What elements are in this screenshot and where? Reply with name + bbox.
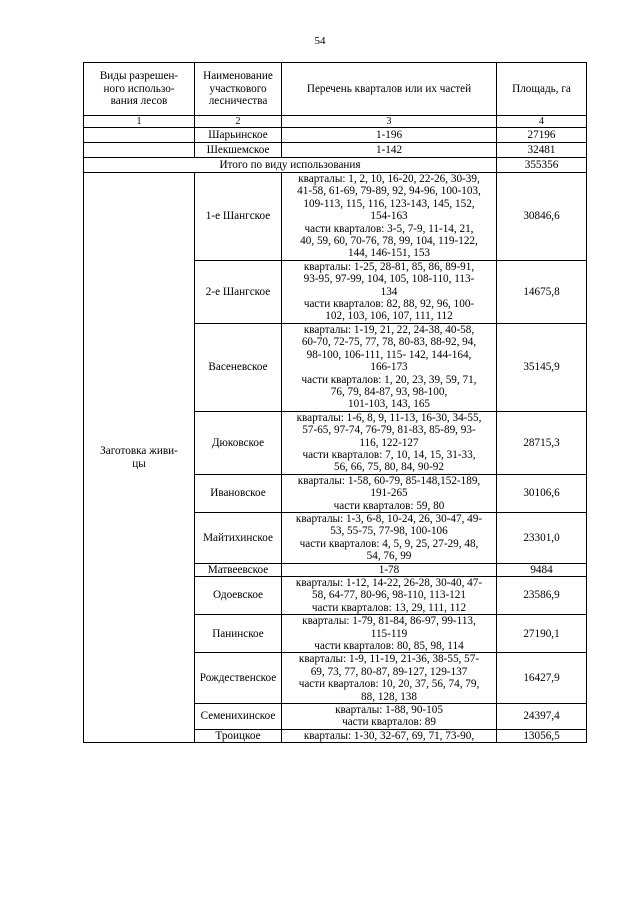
forestry-name: 2-е Шангское bbox=[195, 260, 282, 323]
blocks-line: 98-100, 106-111, 115- 142, 144-164, bbox=[306, 348, 472, 361]
blocks-line: 116, 122-127 bbox=[359, 436, 419, 449]
blocks-line: кварталы: 1, 2, 10, 16-20, 22-26, 30-39, bbox=[298, 173, 480, 185]
area-value: 9484 bbox=[497, 563, 587, 576]
blocks-line: части кварталов: 1, 20, 23, 39, 59, 71, bbox=[301, 373, 477, 386]
blocks-line: кварталы: 1-30, 32-67, 69, 71, 73-90, bbox=[303, 729, 475, 742]
blocks-list bbox=[282, 512, 497, 563]
total-label: Итого по виду использования bbox=[84, 158, 497, 173]
area-value: 27196 bbox=[497, 128, 587, 143]
blocks-line: части кварталов: 59, 80 bbox=[333, 499, 445, 512]
use-type-cell bbox=[84, 143, 195, 158]
area-value: 30846,6 bbox=[497, 173, 587, 261]
blocks-list bbox=[282, 474, 497, 512]
blocks-line: 115-119 bbox=[370, 627, 408, 640]
blocks-list bbox=[282, 411, 497, 474]
blocks-line: 144, 146-151, 153 bbox=[347, 247, 431, 260]
blocks-line: части кварталов: 80, 85, 98, 114 bbox=[314, 640, 464, 653]
blocks-line: 76, 79, 84-87, 93, 98-100, bbox=[330, 385, 448, 398]
forestry-name: Троицкое bbox=[195, 729, 282, 742]
header-area: Площадь, га bbox=[497, 63, 587, 116]
blocks-line: кварталы: 1-9, 11-19, 21-36, 38-55, 57- bbox=[298, 653, 480, 666]
area-value: 28715,3 bbox=[497, 411, 587, 474]
blocks-line: 53, 55-75, 77-98, 100-106 bbox=[330, 525, 448, 538]
blocks-list: 1-142 bbox=[282, 143, 497, 158]
column-number-row bbox=[84, 116, 587, 128]
area-value: 14675,8 bbox=[497, 260, 587, 323]
forestry-name: Майтихинское bbox=[195, 512, 282, 563]
column-number: 2 bbox=[195, 116, 282, 128]
page-number: 54 bbox=[314, 35, 326, 47]
area-value: 27190,1 bbox=[497, 615, 587, 653]
header-row bbox=[84, 63, 587, 116]
table-row bbox=[84, 143, 587, 158]
area-value: 16427,9 bbox=[497, 653, 587, 704]
area-value: 13056,5 bbox=[497, 729, 587, 742]
blocks-line: 54, 76, 99 bbox=[366, 550, 412, 563]
column-number: 1 bbox=[84, 116, 195, 128]
blocks-line: 40, 59, 60, 70-76, 78, 99, 104, 119-122, bbox=[300, 235, 478, 248]
blocks-line: кварталы: 1-19, 21, 22, 24-38, 40-58, bbox=[303, 323, 475, 336]
forestry-name: Рождественское bbox=[195, 653, 282, 704]
column-number: 3 bbox=[282, 116, 497, 128]
blocks-line: кварталы: 1-58, 60-79, 85-148,152-189, bbox=[297, 474, 481, 487]
blocks-line: кварталы: 1-88, 90-105 bbox=[335, 704, 443, 717]
forestry-name: Семенихинское bbox=[195, 704, 282, 730]
blocks-line: части кварталов: 10, 20, 37, 56, 74, 79, bbox=[298, 678, 480, 691]
blocks-line: части кварталов: 89 bbox=[342, 716, 436, 729]
blocks-line: части кварталов: 7, 10, 14, 15, 31-33, bbox=[302, 448, 476, 461]
blocks-line: кварталы: 1-25, 28-81, 85, 86, 89-91, bbox=[303, 260, 475, 273]
blocks-line: кварталы: 1-79, 81-84, 86-97, 99-113, bbox=[302, 615, 476, 628]
blocks-line: части кварталов: 13, 29, 111, 112 bbox=[311, 601, 467, 614]
blocks-line: 88, 128, 138 bbox=[361, 690, 417, 703]
blocks-list bbox=[282, 260, 497, 323]
blocks-list bbox=[282, 577, 497, 615]
blocks-line: 166-173 bbox=[370, 361, 408, 374]
blocks-line: 60-70, 72-75, 77, 78, 80-83, 88-92, 94, bbox=[301, 336, 477, 349]
blocks-line: 154-163 bbox=[370, 210, 408, 223]
area-value: 35145,9 bbox=[497, 323, 587, 411]
total-area: 355356 bbox=[497, 158, 587, 173]
blocks-line: кварталы: 1-6, 8, 9, 11-13, 16-30, 34-55, bbox=[296, 411, 482, 424]
forestry-name: Одоевское bbox=[195, 577, 282, 615]
blocks-line: части кварталов: 82, 88, 92, 96, 100- bbox=[303, 298, 475, 311]
area-value: 24397,4 bbox=[497, 704, 587, 730]
blocks-line: 191-265 bbox=[370, 487, 408, 500]
forestry-name: Матвеевское bbox=[195, 563, 282, 576]
blocks-list bbox=[282, 704, 497, 730]
header-blocks-list: Перечень кварталов или их частей bbox=[282, 63, 497, 116]
area-value: 23301,0 bbox=[497, 512, 587, 563]
blocks-list bbox=[282, 729, 497, 742]
area-value: 32481 bbox=[497, 143, 587, 158]
blocks-line: 93-95, 97-99, 104, 105, 108-110, 113- bbox=[303, 273, 475, 286]
use-type-label: Заготовка живи- цы bbox=[84, 173, 195, 743]
forestry-name: Шекшемское bbox=[195, 143, 282, 158]
blocks-list bbox=[282, 653, 497, 704]
blocks-list bbox=[282, 615, 497, 653]
use-type-cell bbox=[84, 128, 195, 143]
blocks-line: 69, 73, 77, 80-87, 89-127, 129-137 bbox=[310, 665, 468, 678]
header-use-type: Виды разрешен- ного использо- вания лесов bbox=[84, 63, 195, 116]
forestry-name: Васеневское bbox=[195, 323, 282, 411]
blocks-list bbox=[282, 563, 497, 576]
blocks-line: кварталы: 1-3, 6-8, 10-24, 26, 30-47, 49- bbox=[295, 512, 483, 525]
blocks-line: кварталы: 1-12, 14-22, 26-28, 30-40, 47- bbox=[295, 577, 483, 589]
column-number: 4 bbox=[497, 116, 587, 128]
header-forestry-name: Наименование участкового лесничества bbox=[195, 63, 282, 116]
forestry-name: Панинское bbox=[195, 615, 282, 653]
area-value: 23586,9 bbox=[497, 577, 587, 615]
table-row bbox=[84, 173, 587, 261]
blocks-line: части кварталов: 3-5, 7-9, 11-14, 21, bbox=[304, 222, 474, 235]
forestry-name: 1-е Шангское bbox=[195, 173, 282, 261]
total-row bbox=[84, 158, 587, 173]
blocks-line: 56, 66, 75, 80, 84, 90-92 bbox=[333, 461, 444, 474]
blocks-line: 134 bbox=[380, 285, 398, 298]
blocks-line: 58, 64-77, 80-96, 98-110, 113-121 bbox=[312, 589, 466, 602]
blocks-line: 1-78 bbox=[378, 563, 400, 576]
blocks-list bbox=[282, 323, 497, 411]
table-row bbox=[84, 128, 587, 143]
blocks-list bbox=[282, 173, 497, 261]
forestry-name: Ивановское bbox=[195, 474, 282, 512]
blocks-line: 101-103, 143, 165 bbox=[347, 398, 431, 411]
forestry-name: Шарьинское bbox=[195, 128, 282, 143]
blocks-line: 41-58, 61-69, 79-89, 92, 94-96, 100-103, bbox=[297, 185, 481, 198]
forestry-name: Дюковское bbox=[195, 411, 282, 474]
area-value: 30106,6 bbox=[497, 474, 587, 512]
blocks-line: 102, 103, 106, 107, 111, 112 bbox=[325, 310, 453, 323]
blocks-list: 1-196 bbox=[282, 128, 497, 143]
blocks-line: 109-113, 115, 116, 123-143, 145, 152, bbox=[303, 197, 475, 210]
forest-use-table bbox=[83, 62, 587, 743]
blocks-line: 57-65, 97-74, 76-79, 81-83, 85-89, 93- bbox=[302, 424, 476, 437]
blocks-line: части кварталов: 4, 5, 9, 25, 27-29, 48, bbox=[299, 537, 479, 550]
